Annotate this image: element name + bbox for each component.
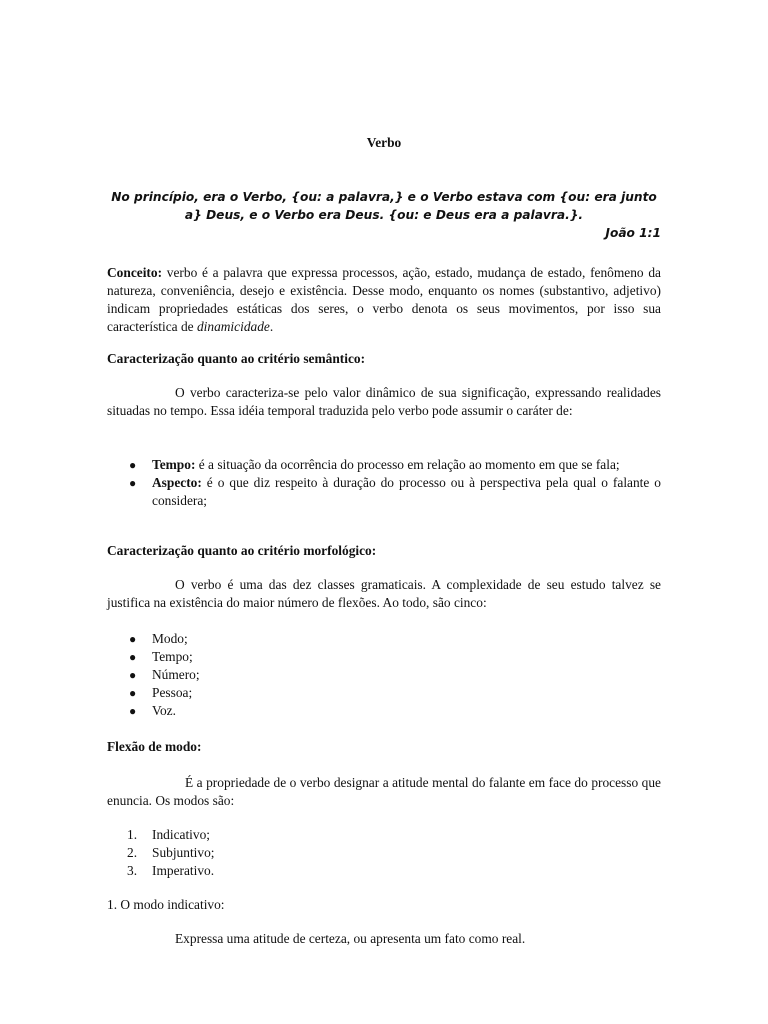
bullet-icon: ● <box>129 632 137 646</box>
list-item <box>107 684 661 702</box>
conceito-text: verbo é a palavra que expressa processos, ação, estado, mudança de estado, fenômeno da natureza, conveniência, desejo e existência. Desse modo, enquanto os nomes (substantivo, adjetivo) indicam propriedades estáticas dos seres, o verbo denota os seus movimentos, por isso sua característica de <box>107 265 661 334</box>
conceito-emphasis: dinamicidade <box>196 319 270 334</box>
semantico-list <box>107 456 661 510</box>
epigraph-line-1: No princípio, era o Verbo, {ou: a palavra,} e o Verbo estava com {ou: era junto <box>111 190 657 204</box>
morfologico-list <box>107 630 661 720</box>
list-item-text: Número; <box>152 667 200 682</box>
epigraph-reference: João 1:1 <box>605 226 661 240</box>
list-item-text: é a situação da ocorrência do processo em relação ao momento em que se fala; <box>195 457 620 472</box>
list-item-label: Aspecto: <box>152 475 202 490</box>
indicativo-paragraph: Expressa uma atitude de certeza, ou apresenta um fato como real. <box>175 931 526 946</box>
list-item-text: Imperativo. <box>152 863 215 878</box>
flexao-list <box>107 826 661 880</box>
list-item <box>107 456 661 474</box>
morfologico-heading: Caracterização quanto ao critério morfológico: <box>107 543 377 558</box>
list-item <box>107 666 661 684</box>
bullet-icon: ● <box>129 686 137 700</box>
flexao-heading: Flexão de modo: <box>107 739 202 754</box>
list-item: 1. Indicativo; <box>127 827 211 842</box>
conceito-paragraph <box>107 264 661 336</box>
list-item <box>107 648 661 666</box>
list-item-text: Indicativo; <box>152 827 211 842</box>
page-title: Verbo <box>366 135 402 150</box>
list-item-label: Tempo: <box>152 457 196 472</box>
bullet-icon: ● <box>129 704 137 718</box>
list-item-text: Pessoa; <box>152 685 193 700</box>
list-item-text: é o que diz respeito à duração do processo ou à perspectiva pela qual o falante o considera; <box>152 475 661 508</box>
semantico-heading: Caracterização quanto ao critério semântico: <box>107 351 366 366</box>
morfologico-paragraph: O verbo é uma das dez classes gramaticais. A complexidade de seu estudo talvez se justifica na existência do maior número de flexões. Ao todo, são cinco: <box>107 577 661 610</box>
list-item-text: Subjuntivo; <box>152 845 215 860</box>
conceito-end: . <box>269 319 274 334</box>
semantico-paragraph: O verbo caracteriza-se pelo valor dinâmico de sua significação, expressando realidades situadas no tempo. Essa idéia temporal traduzida pelo verbo pode assumir o caráter de: <box>107 385 661 418</box>
bullet-icon: ● <box>129 650 137 664</box>
epigraph-line-2: a} Deus, e o Verbo era Deus. {ou: e Deus era a palavra.}. <box>184 208 584 222</box>
list-item <box>107 702 661 720</box>
indicativo-heading: 1. O modo indicativo: <box>107 897 225 912</box>
bullet-icon: ● <box>129 458 137 472</box>
list-item-text: Modo; <box>152 631 188 646</box>
list-item-text: Tempo; <box>152 649 193 664</box>
bullet-icon: ● <box>129 476 137 490</box>
list-item <box>107 630 661 648</box>
list-item <box>107 474 661 510</box>
epigraph <box>107 188 661 242</box>
bullet-icon: ● <box>129 668 137 682</box>
conceito-label: Conceito: <box>107 265 163 280</box>
list-item: 3. Imperativo. <box>127 863 215 878</box>
list-item-text: Voz. <box>152 703 176 718</box>
list-item: 2. Subjuntivo; <box>127 845 215 860</box>
flexao-paragraph: É a propriedade de o verbo designar a atitude mental do falante em face do processo que enuncia. Os modos são: <box>107 775 661 808</box>
